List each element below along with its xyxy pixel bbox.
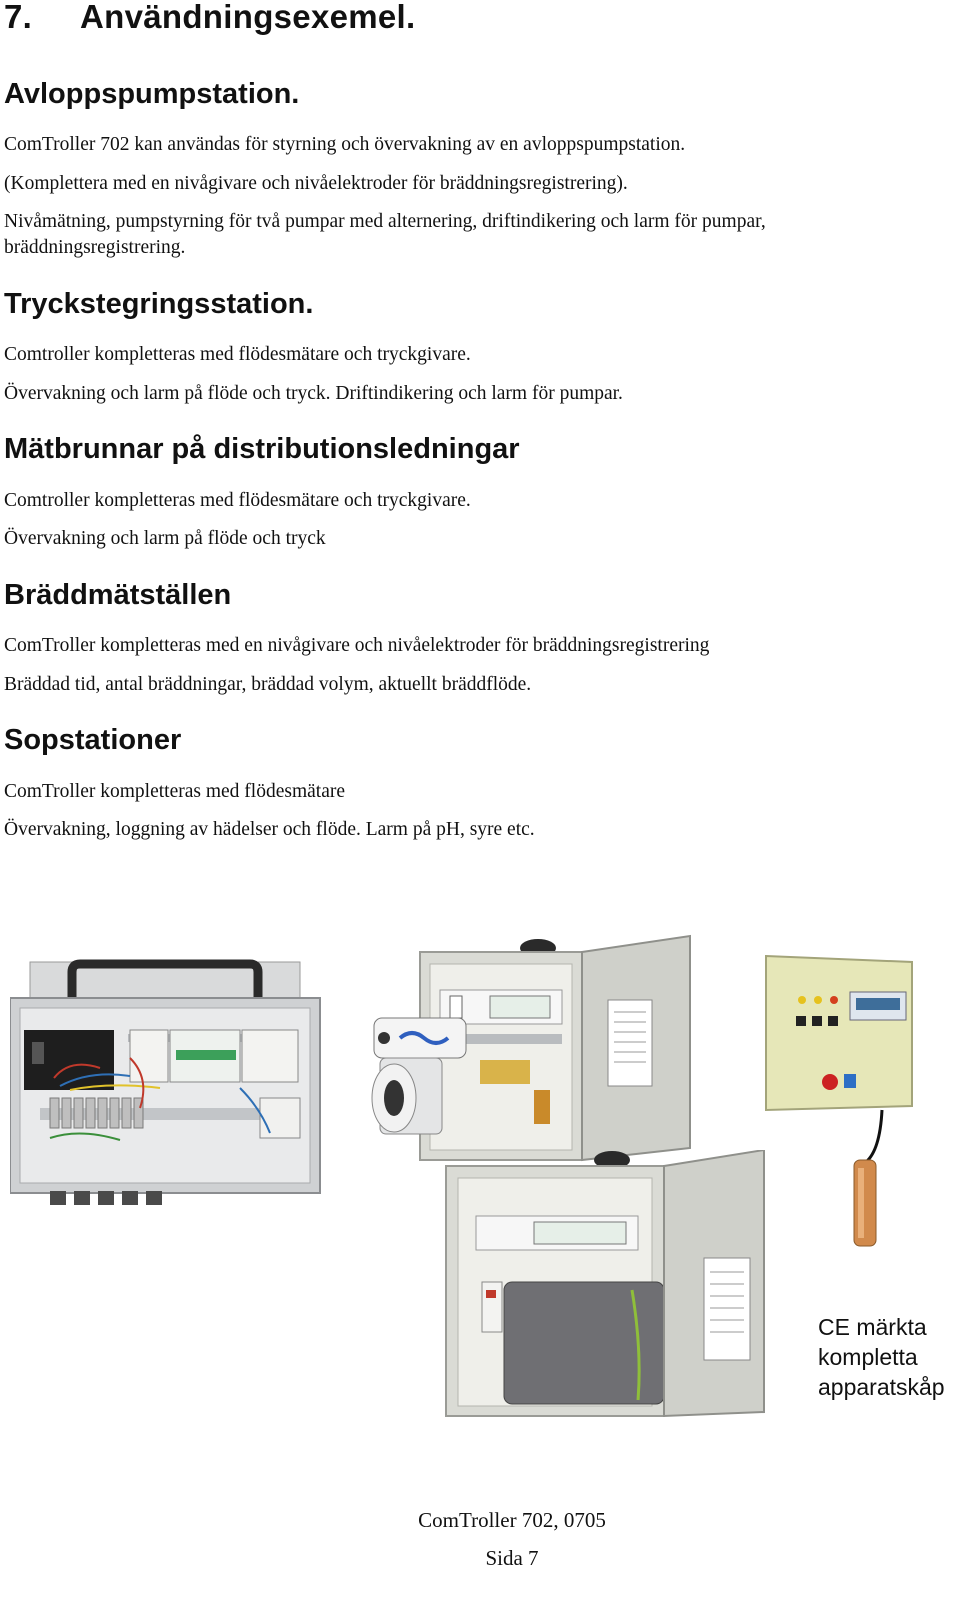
chapter-number: 7. <box>4 0 33 35</box>
section-text: Övervakning och larm på flöde och tryck. Driftindikering och larm för pumpar. <box>4 383 623 404</box>
section-text: ComTroller kompletteras med flödesmätare <box>4 781 345 802</box>
chapter-heading <box>4 0 416 36</box>
caption-line: CE märkta <box>818 1314 927 1340</box>
chapter-title: Användningsexemel. <box>80 0 416 35</box>
section-heading-bradd: Bräddmätställen <box>4 579 232 611</box>
section-text: Comtroller kompletteras med flödesmätare och tryckgivare. <box>4 344 471 365</box>
section-heading-sop: Sopstationer <box>4 724 182 756</box>
caption-line: kompletta <box>818 1344 918 1370</box>
cabinet-enclosure-photo <box>442 1150 772 1420</box>
section-text: ComTroller 702 kan användas för styrning och övervakning av en avloppspumpstation. <box>4 134 686 155</box>
section-heading-avlopp: Avloppspumpstation. <box>4 78 300 110</box>
section-text: Bräddad tid, antal bräddningar, bräddad volym, aktuellt bräddflöde. <box>4 674 532 695</box>
section-text: (Komplettera med en nivågivare och nivåelektroder för bräddningsregistrering). <box>4 173 628 194</box>
footer-page-number: Sida 7 <box>485 1546 539 1570</box>
section-heading-matbrunnar: Mätbrunnar på distributionsledningar <box>4 433 520 465</box>
section-text: Övervakning och larm på flöde och tryck <box>4 528 326 549</box>
section-text: Comtroller kompletteras med flödesmätare och tryckgivare. <box>4 490 471 511</box>
caption-line: apparatskåp <box>818 1374 945 1400</box>
control-panel-photo <box>762 950 922 1250</box>
section-text: ComTroller kompletteras med en nivågivare och nivåelektroder för bräddningsregistrering <box>4 635 710 656</box>
section-text: Övervakning, loggning av hädelser och flöde. Larm på pH, syre etc. <box>4 819 535 840</box>
section-text: Nivåmätning, pumpstyrning för två pumpar med alternering, driftindikering och larm för pumpar, bräddningsregistrering. <box>4 211 766 258</box>
electrical-box-photo <box>10 958 325 1213</box>
section-heading-tryck: Tryckstegringsstation. <box>4 288 314 320</box>
ce-caption <box>818 1312 945 1402</box>
footer-doc-title: ComTroller 702, 0705 <box>418 1508 606 1532</box>
cabinet-flowmeter-photo <box>370 930 715 1170</box>
